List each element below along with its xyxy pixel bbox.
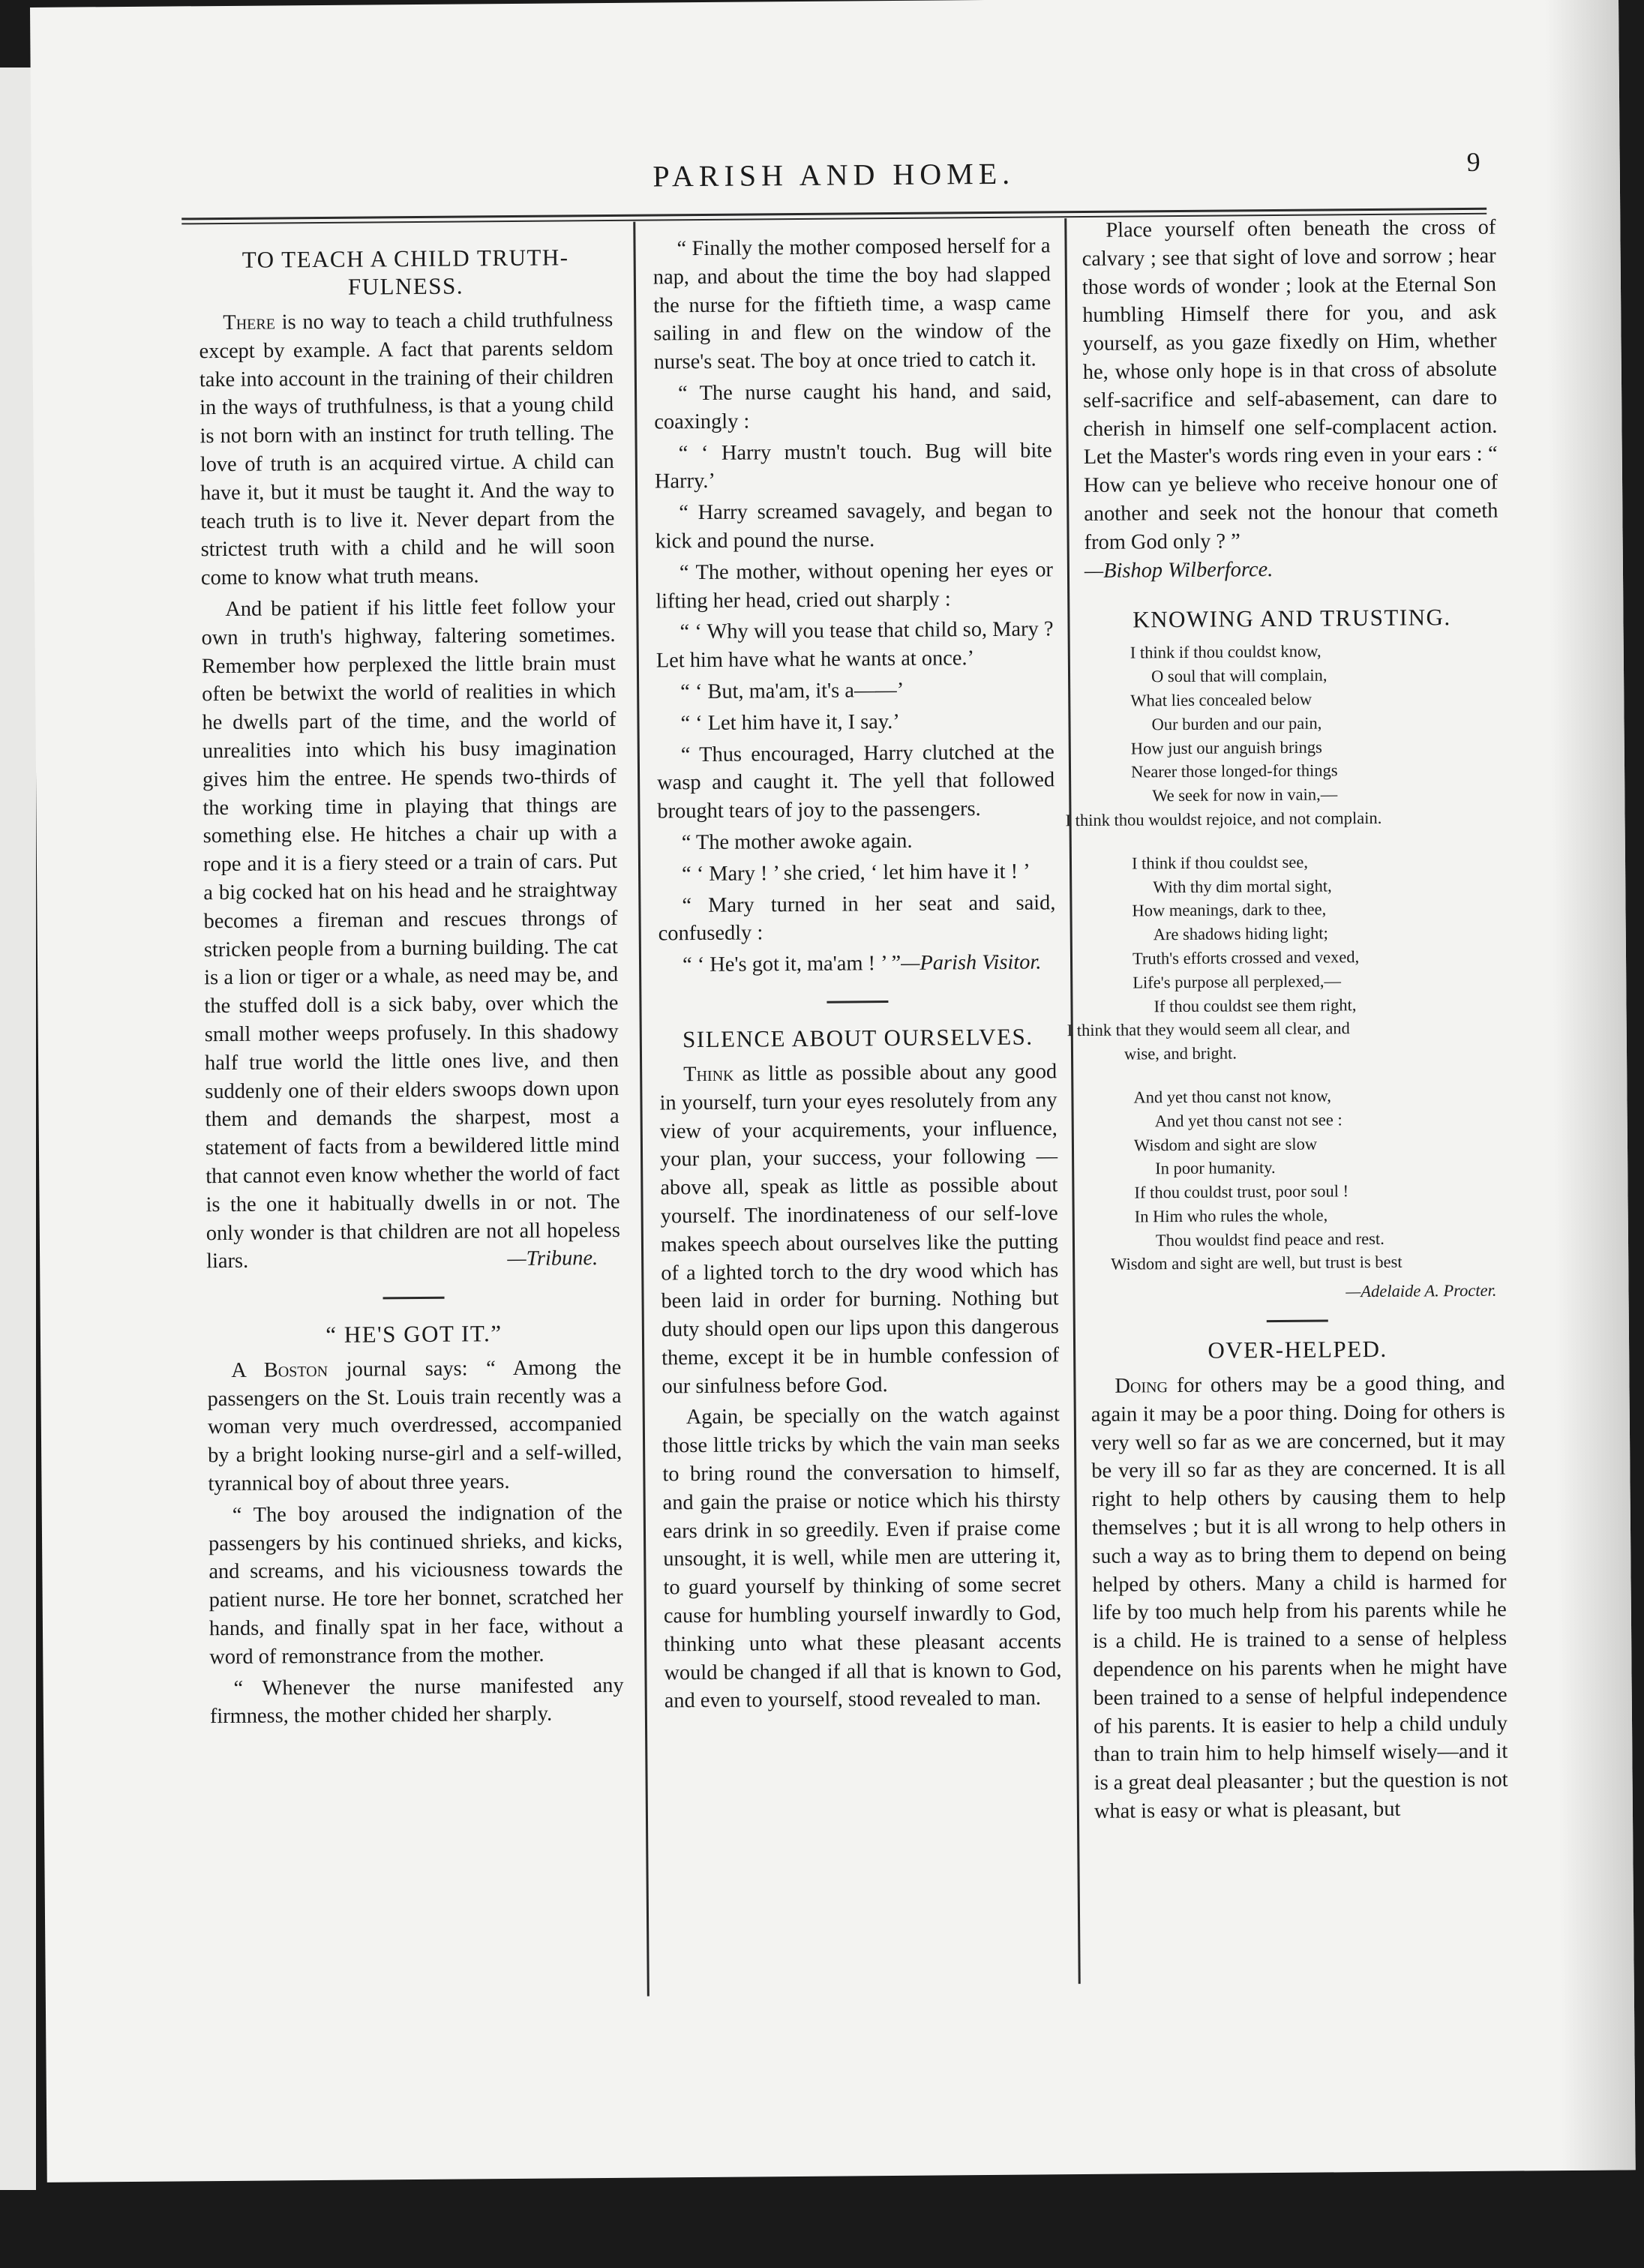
page-number: 9 — [1466, 146, 1480, 177]
poem-line: If thou couldst see them right, — [1154, 994, 1357, 1016]
paragraph-text: journal says: “ Among the passengers on the St. Louis train recently was a woman very much overdressed, accompanied by a bright looking nurse-girl and a self-willed, tyrannical boy of about three years. — [207, 1355, 622, 1496]
adjacent-page-edge — [0, 68, 36, 2190]
paragraph-text: “ ‘ He's got it, ma'am ! ’ ” — [682, 952, 902, 977]
paragraph: Again, be specially on the watch against those little tricks by which the vain man seeks to bring round the conversation to himself, and gain the praise or notice which his thirsty ears drink in so greedily. Even if praise come unsought, it is well, while men are uttering it, to guard yourself by thinking of some secret cause for humbling yourself inwardly to God, thinking unto what these pleasant accents would be changed if all that is known to God, and even to yourself, stood revealed to man. — [662, 1402, 1062, 1713]
paragraph: “ ‘ Why will you tease that child so, Mary ? Let him have what he wants at once.’ — [656, 617, 1054, 673]
paragraph: “ The mother, without opening her eyes or lifting her head, cried out sharply : — [656, 558, 1054, 614]
magazine-page — [30, 0, 1636, 2182]
paragraph: “ Mary turned in her seat and said, confusedly : — [658, 890, 1056, 946]
page-shadow — [1545, 0, 1636, 2170]
paragraph: “ ‘ Let him have it, I say.’ — [680, 710, 900, 735]
poem-line: Are shadows hiding light; — [1153, 923, 1328, 944]
article-separator — [1267, 1320, 1328, 1323]
column-2 — [652, 217, 1062, 1715]
spacer — [1084, 582, 1498, 603]
poem-line: In Him who rules the whole, — [1134, 1205, 1328, 1226]
credit: —Tribune. — [507, 1246, 598, 1271]
poem-line: In poor humanity. — [1155, 1158, 1276, 1178]
paragraph: “ Thus encouraged, Harry clutched at the wasp and caught it. The yell that followed brought tears of joy to the passengers. — [657, 740, 1055, 824]
poem-line: Truth's efforts crossed and vexed, — [1132, 947, 1360, 968]
poem-line: Life's purpose all perplexed,— — [1132, 971, 1342, 992]
drop-word: A Boston — [231, 1358, 328, 1382]
poem-line: Nearer those longed-for things — [1130, 760, 1338, 782]
article-title: TO TEACH A CHILD TRUTH-FULNESS. — [242, 244, 569, 300]
poem-line: Wisdom and sight are well, but trust is best — [1111, 1252, 1402, 1274]
article-title: OVER-HELPED. — [1208, 1335, 1388, 1364]
poem-line: wise, and bright. — [1124, 1043, 1238, 1064]
paragraph: Place yourself often beneath the cross of calvary ; see that sight of love and sorrow ; hear those words of wonder ; look at the Eternal Son humbling Himself there for you, and ask yourself, as you gaze fixedly on Him, whether he, whose only hope is in that cross of absolute self-sacrifice and self-abasement, can dare to cherish in himself one self-complacent action. Let the Master's words ring even in your ears : “ How can ye believe who receive honour one of another and seek not the honour that cometh from God only ? ” — [1082, 215, 1498, 554]
poem-line: I think thou wouldst rejoice, and not complain. — [1065, 808, 1382, 830]
poem-line: How meanings, dark to thee, — [1132, 899, 1327, 920]
paragraph: “ The boy aroused the indignation of the passengers by his continued shrieks, and kicks, and screams, and his viciousness towards the patient nurse. He tore her bonnet, scratched her hands, and finally spat in her face, without a word of remonstrance from the mother. — [208, 1500, 624, 1670]
poem-stanza-3 — [1088, 1083, 1504, 1277]
credit-line — [1084, 554, 1498, 585]
article-separator — [383, 1297, 445, 1300]
paragraph: “ ‘ Mary ! ’ she cried, ‘ let him have it ! ’ — [681, 860, 1030, 886]
article-title: SILENCE ABOUT OURSELVES. — [682, 1023, 1034, 1053]
article-separator — [826, 1000, 888, 1004]
paragraph-text: as little as possible about any good in yourself, turn your eyes resolutely from any view of your acquirements, your influence, your plan, your success, your following — above all, speak as little as possible about yourself. The inordinateness of our self-love makes speech about ourselves like the putting of a lighted torch to the dry wood which has been laid in order for burning. Nothing but duty should open our lips upon this dangerous theme, except it be in humble confession of our sinfulness before God. — [659, 1060, 1060, 1399]
poem-line: And yet thou canst not see : — [1154, 1110, 1342, 1130]
column-3 — [1065, 214, 1508, 1826]
paragraph — [658, 948, 1056, 980]
paragraph — [659, 1058, 1060, 1401]
poem-line: Wisdom and sight are slow — [1133, 1134, 1318, 1154]
drop-word: Think — [683, 1062, 734, 1087]
paragraph — [199, 306, 615, 592]
page-header — [182, 146, 1487, 217]
poem-line: Our burden and our pain, — [1151, 713, 1322, 734]
paragraph: “ ‘ But, ma'am, it's a——’ — [680, 678, 904, 704]
poem-line: We seek for now in vain,— — [1152, 784, 1338, 806]
running-title: PARISH AND HOME. — [652, 156, 1016, 194]
paragraph: “ ‘ Harry mustn't touch. Bug will bite Harry.’ — [654, 438, 1052, 494]
credit-line — [206, 1244, 620, 1276]
paragraph: “ Finally the mother composed herself for a nap, and about the time the boy had slapped the nurse for the fiftieth time, a wasp came sailing in and flew on the window of the nurse's seat. The boy at once tried to catch it. — [652, 234, 1052, 374]
credit: —Parish Visitor. — [901, 950, 1042, 976]
article-title: KNOWING AND TRUSTING. — [1132, 604, 1451, 633]
column-rule-1 — [633, 222, 650, 1996]
paragraph: “ Harry screamed savagely, and began to kick and pound the nurse. — [655, 498, 1053, 554]
drop-word: Doing — [1114, 1374, 1168, 1398]
poem-line: I think if thou couldst know, — [1130, 641, 1322, 662]
poem-line: O soul that will complain, — [1150, 665, 1328, 686]
paragraph: “ The mother awoke again. — [681, 829, 913, 855]
paragraph-text: for others may be a good thing, and again it may be a poor thing. Doing for others is very well so far as we are concerned, but it may be very ill so far as they are concerned. It is all right to help others by causing them to help themselves ; but it is all wrong to help others in such a way as to bring them to depend on being helped by others. Many a child is harmed for life by too much help from his parents while he is a child. He is trained to a sense of helpless dependence on his parents when he might have been trained to a sense of helpful independence of his parents. It is easier to help a child unduly than to train him to help himself wisely—and it is a great deal pleasanter ; but the question is not what is easy or what is pleasant, but — [1090, 1371, 1508, 1823]
poem-line: If thou couldst trust, poor soul ! — [1134, 1181, 1349, 1202]
poem-line: With thy dim mortal sight, — [1153, 875, 1332, 896]
column-1 — [198, 220, 624, 1732]
poem-line: I think that they would seem all clear, and — [1066, 1018, 1350, 1040]
poem-line: And yet thou canst not know, — [1133, 1086, 1332, 1107]
paragraph-text: is no way to teach a child truthfulness except by example. A fact that parents seldom take into account in the training of their children in the ways of truthfulness, is that a young child is not born with an instinct for truth telling. The love of truth is an acquired virtue. A child can have it, but it must be taught it. And the way to teach truth is to live it. Never depart from the strictest truth with a child and he will soon come to know what truth means. — [199, 308, 615, 590]
article-title: “ HE'S GOT IT.” — [326, 1320, 502, 1348]
column-rule-2 — [1064, 218, 1080, 1984]
credit: —Bishop Wilberforce. — [1084, 557, 1274, 583]
poem-line: What lies concealed below — [1130, 689, 1312, 710]
paragraph: “ Whenever the nurse manifested any firmness, the mother chided her sharply. — [209, 1673, 624, 1729]
poem-line: How just our anguish brings — [1130, 737, 1322, 758]
poem-line: I think if thou couldst see, — [1131, 852, 1309, 873]
paragraph — [207, 1354, 622, 1498]
drop-word: There — [223, 310, 275, 334]
poem-stanza-2 — [1066, 848, 1502, 1066]
poem-stanza-1 — [1065, 638, 1501, 832]
paragraph — [1090, 1370, 1508, 1826]
poem-line: Thou wouldst find peace and rest. — [1155, 1228, 1384, 1250]
poem-credit: —Adelaide A. Procter. — [1346, 1280, 1497, 1301]
paragraph: “ The nurse caught his hand, and said, coaxingly : — [654, 379, 1052, 434]
paragraph: And be patient if his little feet follow your own in truth's highway, faltering sometimes. Remember how perplexed the little brain must often be betwixt the world of realities in which he dwells part of the time, and the world of unrealities into which his busy imagination gives him the entree. He spends two-thirds of the working time in playing that things are something else. He hitches a chair up with a rope and it is a fiery steed or a train of cars. Put a big cocked hat on his head and he straightway becomes a fireman and rescues throngs of stricken people from a burning building. The cat is a lion or tiger or a whale, as need may be, and the stuffed doll is a sick baby, over which the small mother weeps profusely. In this shadowy half true world the little ones live, and then suddenly one of their elders swoops down upon them and demands the sharpest, most a statement of facts from a bewildered little mind that cannot even know whether the world of fact is the one it habitually dwells in or not. The only wonder is that children are not all hopeless liars. — [201, 594, 620, 1274]
